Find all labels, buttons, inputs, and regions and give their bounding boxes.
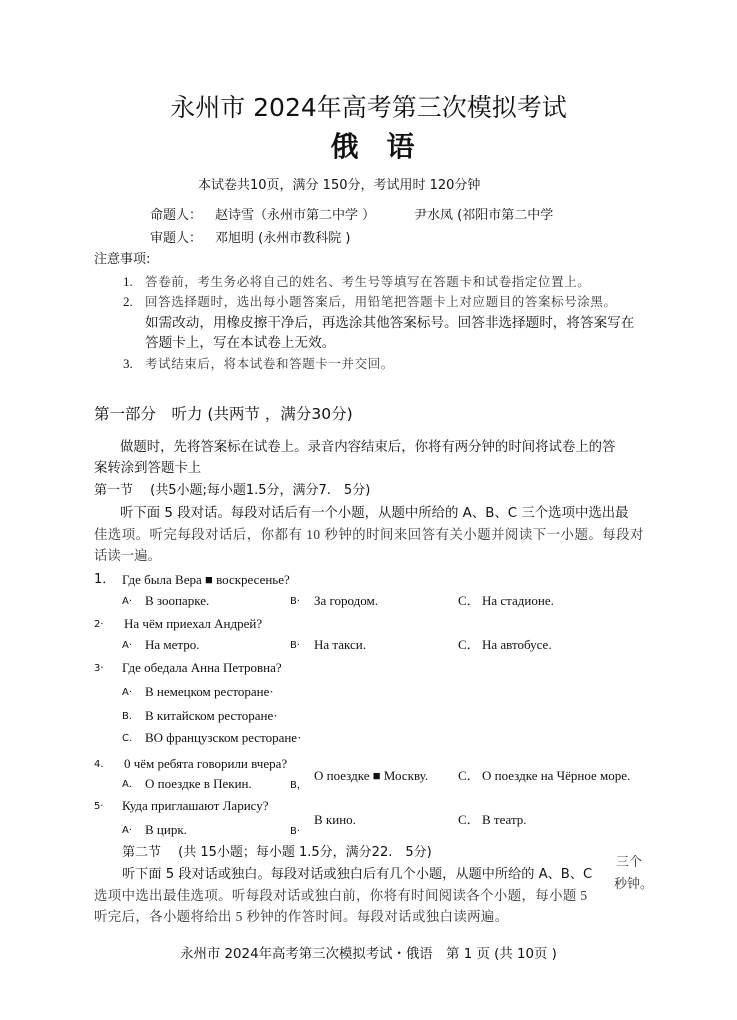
- option-text: ВО французском ресторане·: [145, 730, 302, 745]
- note-text: 回答选择题时，选出每小题答案后，用铅笔把答题卡上对应题目的答案标号涂黑。: [145, 295, 617, 309]
- option-text: В театр.: [482, 812, 527, 827]
- option-label: B·: [290, 640, 301, 651]
- option-text: На стадионе.: [482, 593, 554, 608]
- question-text: 0 чём ребята говорили вчера?: [124, 756, 288, 771]
- section2-instructions: 选项中选出最佳选项。听每段对话或独白前，你将有时间阅读各个小题，每小题 5: [94, 888, 588, 903]
- option-label: C．: [458, 812, 480, 827]
- option-text: В зоопарке.: [145, 593, 210, 608]
- section2-instructions: 听完后，各小题将给出 5 秒钟的作答时间。每段对话或独白读两遍。: [94, 909, 509, 924]
- note-text: 答卷前，考生务必将自己的姓名、考生号等填写在答题卡和试卷指定位置上。: [145, 275, 591, 289]
- option-text: О поездке на Чёрное море.: [482, 768, 631, 783]
- option-label: C．: [458, 593, 480, 608]
- option-label: C．: [458, 637, 480, 652]
- option-text: На автобусе.: [482, 637, 552, 652]
- note-text: 答题卡上，写在本试卷上无效。: [145, 335, 336, 351]
- option-label: B·: [290, 826, 301, 837]
- option-label: A·: [122, 640, 133, 651]
- section1-instructions: 佳选项。听完每段对话后，你都有 10 秒钟的时间来回答有关小题并阅读下一小题。每段对: [94, 527, 644, 542]
- option-label: A·: [122, 596, 133, 607]
- exam-info: 本试卷共10页，满分 150分，考试用时 120分钟: [198, 178, 481, 193]
- question-text: Где была Вера ■ воскресенье?: [122, 572, 290, 587]
- note-number: 1.: [123, 274, 133, 289]
- option-label: A·: [122, 825, 133, 836]
- question-number: 1．: [94, 572, 116, 587]
- section1-instructions: 话读一遍。: [94, 548, 161, 563]
- notes-title: 注意事项:: [94, 252, 151, 267]
- section2-overflow: 秒钟。: [614, 876, 654, 891]
- question-text: Куда приглашают Ларису?: [122, 798, 269, 813]
- section1-instructions: 听下面 5 段对话。每段对话后有一个小题，从题中所给的 A、B、C 三个选项中选出最: [120, 506, 629, 521]
- option-label: B·: [290, 596, 301, 607]
- question-number: 5·: [94, 801, 104, 812]
- section2-instructions: 听下面 5 段对话或独白。每段对话或独白后有几个小题，从题中所给的 A、B、C: [122, 867, 593, 882]
- option-label: B，: [290, 780, 307, 791]
- option-text: В китайском ресторане·: [145, 708, 278, 723]
- option-text: В кино.: [314, 812, 356, 827]
- question-text: На чём приехал Андрей?: [124, 616, 263, 631]
- part1-title: 第一部分 听力 (共两节 ，满分30分): [94, 405, 353, 423]
- section2-title: 第二节 (共 15小题；每小题 1.5分，满分22. 5分): [122, 845, 432, 860]
- option-text: На метро.: [145, 637, 200, 652]
- question-text: Где обедала Анна Петровна?: [122, 660, 282, 675]
- part1-intro: 做题时，先将答案标在试卷上。录音内容结束后，你将有两分钟的时间将试卷上的答: [120, 440, 616, 455]
- reviewer-label: 审题人：: [150, 231, 203, 246]
- question-number: 2·: [94, 619, 104, 630]
- option-text: В немецком ресторане·: [145, 684, 274, 699]
- authors-label: 命题人：: [150, 208, 203, 223]
- option-text: О поездке ■ Москву.: [314, 768, 429, 783]
- section1-title: 第一节 (共5小题;每小题1.5分，满分7. 5分): [94, 483, 371, 498]
- note-number: 3.: [123, 356, 133, 371]
- question-number: 3·: [94, 663, 104, 674]
- option-label: A·: [122, 687, 133, 698]
- note-text: 考试结束后，将本试卷和答题卡一并交回。: [145, 357, 394, 371]
- author-1: 赵诗雪（永州市第二中学 ）: [215, 208, 376, 223]
- section2-overflow: 三个: [616, 854, 643, 869]
- option-text: На такси.: [314, 637, 366, 652]
- exam-title: 永州市 2024年高考第三次模拟考试: [170, 93, 567, 122]
- option-text: О поездке в Пекин.: [145, 776, 252, 791]
- note-number: 2.: [123, 294, 133, 309]
- question-number: 4．: [94, 759, 111, 770]
- option-text: За городом.: [314, 593, 379, 608]
- option-text: В цирк.: [145, 822, 187, 837]
- page-footer: 永州市 2024年高考第三次模拟考试・俄语 第 1 页 (共 10页 ): [180, 947, 557, 962]
- reviewer: 邓旭明 (永州市教科院 ): [215, 231, 351, 246]
- author-2: 尹水凤 (祁阳市第二中学: [414, 208, 554, 223]
- option-label: B．: [122, 711, 139, 722]
- option-label: A．: [122, 779, 139, 790]
- option-label: C．: [122, 733, 139, 744]
- note-text: 如需改动，用橡皮擦干净后，再选涂其他答案标号。回答非选择题时，将答案写在: [145, 315, 635, 331]
- part1-intro: 案转涂到答题卡上: [94, 461, 202, 476]
- subject-title: 俄 语: [330, 130, 415, 163]
- option-label: C．: [458, 768, 480, 783]
